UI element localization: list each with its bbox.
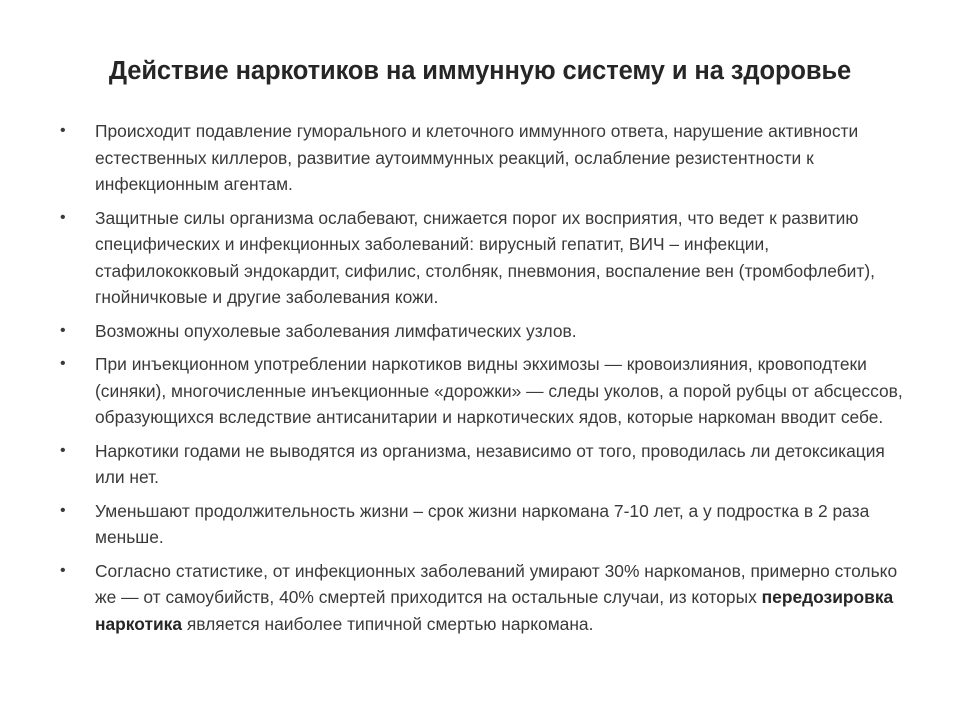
bullet-text: Наркотики годами не выводятся из организма, независимо от того, проводилась ли детоксикация или нет. (95, 440, 885, 487)
list-item (60, 205, 910, 311)
bullet-dot-icon: • (60, 355, 66, 372)
bullet-text: Уменьшают продолжительность жизни – срок жизни наркомана 7-10 лет, а у подростка в 2 раза меньше. (95, 500, 870, 547)
bullet-text (95, 561, 897, 634)
bullet-text-after: является наиболее типичной смертью наркомана. (182, 613, 594, 634)
emphasis-text: передозировка наркотика (95, 587, 894, 634)
bullet-text: При инъекционном употреблении наркотиков видны экхимозы — кровоизлияния, кровоподтеки (синяки), многочисленные инъекционные «дорожки» — следы уколов, а порой рубцы от абсцессов, образующихся вследствие антисанитарии и наркотических ядов, которые наркоман вводит себе. (95, 354, 903, 427)
bullet-text: Защитные силы организма ослабевают, снижается порог их восприятия, что ведет к развитию специфических и инфекционных заболеваний: вирусный гепатит, ВИЧ – инфекции, стафилококковый эндокардит, сифилис, столбняк, пневмония, воспаление вен (тромбофлебит), гнойничковые и другие заболевания кожи. (95, 207, 875, 307)
list-item (60, 118, 910, 198)
bullet-dot-icon: • (60, 321, 66, 339)
bullet-dot-icon: • (60, 441, 66, 459)
list-item (60, 438, 910, 491)
slide-title: Действие наркотиков на иммунную систему и на здоровье (108, 57, 852, 85)
bullet-dot-icon: • (60, 122, 66, 139)
bullet-dot-icon: • (60, 208, 66, 226)
bullet-text: Возможны опухолевые заболевания лимфатических узлов. (95, 320, 577, 341)
list-item (60, 498, 910, 551)
list-item (60, 318, 910, 345)
list-item (60, 558, 910, 638)
list-item (60, 351, 910, 431)
bullet-text-before: Согласно статистике, от инфекционных заболеваний умирают 30% наркоманов, примерно столько же — от самоубийств, 40% смертей приходится на остальные случаи, из которых (95, 560, 898, 607)
bullet-dot-icon: • (60, 501, 66, 519)
bullet-text: Происходит подавление гуморального и клеточного иммунного ответа, нарушение активности естественных киллеров, развитие аутоиммунных реакций, ослабление резистентности к инфекционным агентам. (95, 121, 859, 194)
bullet-dot-icon: • (60, 561, 66, 579)
bullet-list (60, 118, 910, 644)
